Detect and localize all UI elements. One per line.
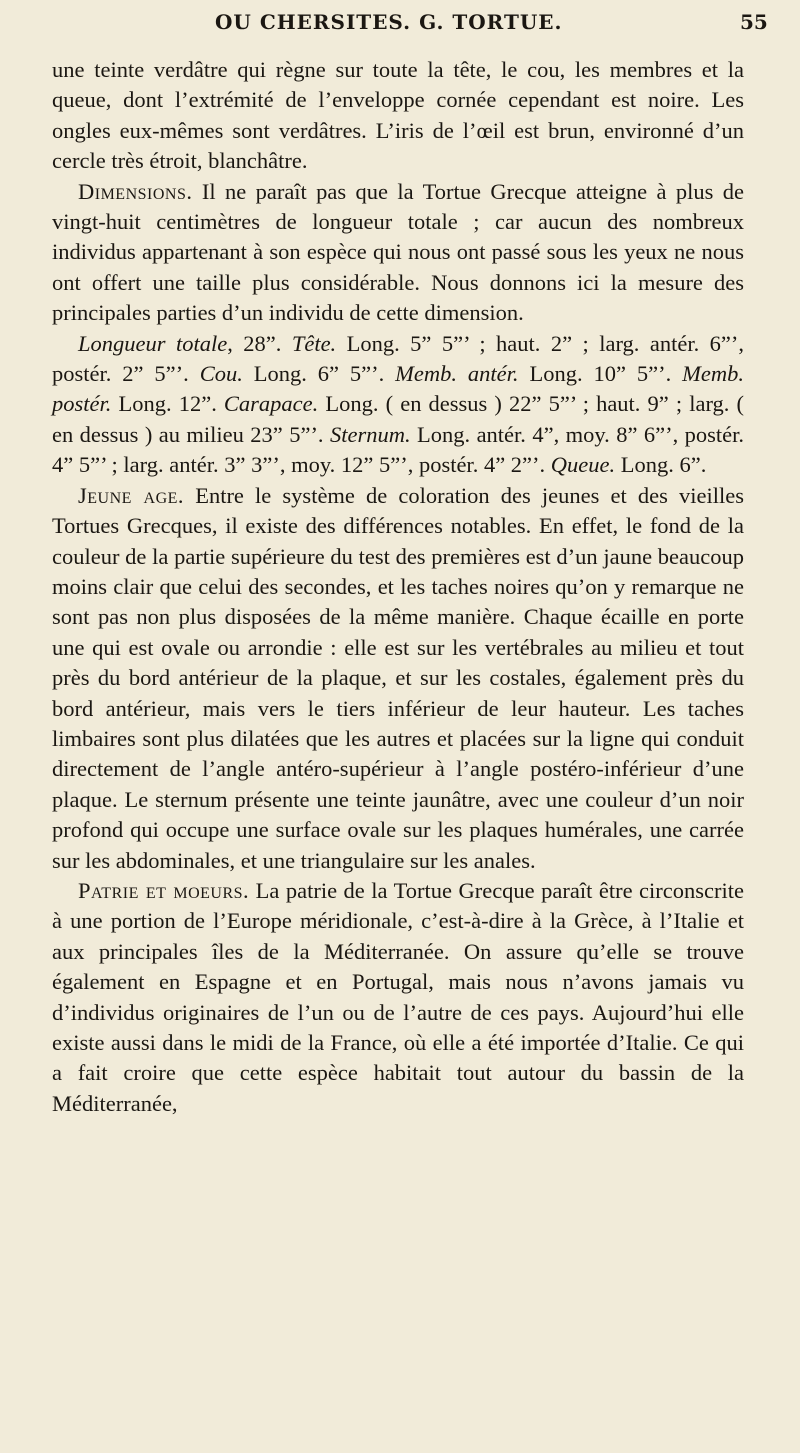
paragraph-young-age bbox=[52, 481, 744, 876]
text-run: une teinte verdâtre qui règne sur toute la tête, le cou, les membres et la queue, dont l’extrémité de l’enveloppe cornée cependant est noire. Les ongles eux-mêmes sont verdâtres. L’iris de l’œil est brun, environné d’un cercle très étroit, blanchâtre. bbox=[52, 57, 744, 174]
paragraph-dimensions bbox=[52, 177, 744, 329]
text-run: , 28”. bbox=[227, 330, 292, 356]
measurement-label: Longueur totale bbox=[78, 330, 228, 356]
measurement-label: Sternum. bbox=[329, 421, 411, 447]
text-run: Long. 10” 5”’. bbox=[518, 361, 683, 387]
paragraph-measurements bbox=[52, 329, 744, 481]
text-run: Long. 12”. bbox=[111, 391, 224, 417]
text-run: Long. 6”. bbox=[615, 452, 707, 478]
measurement-label: Carapace. bbox=[223, 391, 319, 417]
measurement-label: Memb. antér. bbox=[395, 361, 519, 387]
paragraph-coloration bbox=[52, 55, 744, 177]
running-title: OU CHERSITES. G. TORTUE. bbox=[215, 10, 563, 34]
text-run: Long. 6” 5”’. bbox=[242, 361, 396, 387]
measurement-label: Memb. postér. bbox=[52, 361, 745, 417]
paragraph-habitat bbox=[52, 876, 744, 1119]
measurement-label: Tête. bbox=[291, 330, 337, 356]
running-head bbox=[0, 10, 800, 50]
section-heading: Jeune age. bbox=[78, 482, 185, 508]
text-run: La patrie de la Tortue Grecque paraît être circonscrite à une portion de l’Europe méridionale, c’est-à-dire à la Grèce, à l’Italie et aux principales îles de la Méditerranée. On assure qu’elle se trouve également en Espagne et en Portugal, mais nous n’avons jamais vu d’individus originaires de l’un ou de l’autre de ces pays. Aujourd’hui elle existe aussi dans le midi de la France, où elle a été importée d’Italie. Ce qui a fait croire que cette espèce habitait tout autour du bassin de la Méditerranée, bbox=[52, 877, 744, 1116]
text-run: Long. antér. 4”, moy. 8” 6”’, postér. 4” 5”’ ; larg. antér. 3” 3”’, moy. 12” 5”’, postér. 4” 2”’. bbox=[52, 421, 744, 478]
text-run: Long. 5” 5”’ ; haut. 2” ; larg. antér. 6”’, postér. 2” 5”’. bbox=[52, 330, 744, 387]
measurement-label: Queue. bbox=[550, 452, 616, 478]
measurement-label: Cou. bbox=[199, 361, 243, 387]
body-text bbox=[52, 55, 744, 1119]
section-heading: Dimensions. bbox=[78, 178, 193, 204]
section-heading: Patrie et moeurs. bbox=[78, 877, 250, 903]
text-run: Entre le système de coloration des jeunes et des vieilles Tortues Grecques, il existe des différences notables. En effet, le fond de la couleur de la partie supérieure du test des premières est d’un jaune beaucoup moins clair que celui des secondes, et les taches noires qu’on y remarque ne sont pas non plus disposées de la même manière. Chaque écaille en porte une qui est ovale ou arrondie : elle est sur les vertébrales au milieu et tout près du bord antérieur de la plaque, et sur les costales, également près du bord antérieur, mais vers le tiers inférieur de leur hauteur. Les taches limbaires sont plus dilatées que les autres et placées sur la ligne qui conduit directement de l’angle antéro-supérieur à l’angle postéro-inférieur d’une plaque. Le sternum présente une teinte jaunâtre, avec une couleur d’un noir profond qui occupe une surface ovale sur les plaques humérales, une carrée sur les abdominales, et une triangulaire sur les anales. bbox=[52, 482, 745, 873]
text-run: Il ne paraît pas que la Tortue Grecque atteigne à plus de vingt-huit centimètres de longueur totale ; car aucun des nombreux individus appartenant à son espèce qui nous ont passé sous les yeux ne nous ont offert une taille plus considérable. Nous donnons ici la mesure des principales parties d’un individu de cette dimension. bbox=[52, 178, 744, 326]
text-run: Long. ( en dessus ) 22” 5”’ ; haut. 9” ; larg. ( en dessus ) au milieu 23” 5”’. bbox=[52, 391, 745, 447]
page-number: 55 bbox=[740, 10, 768, 34]
